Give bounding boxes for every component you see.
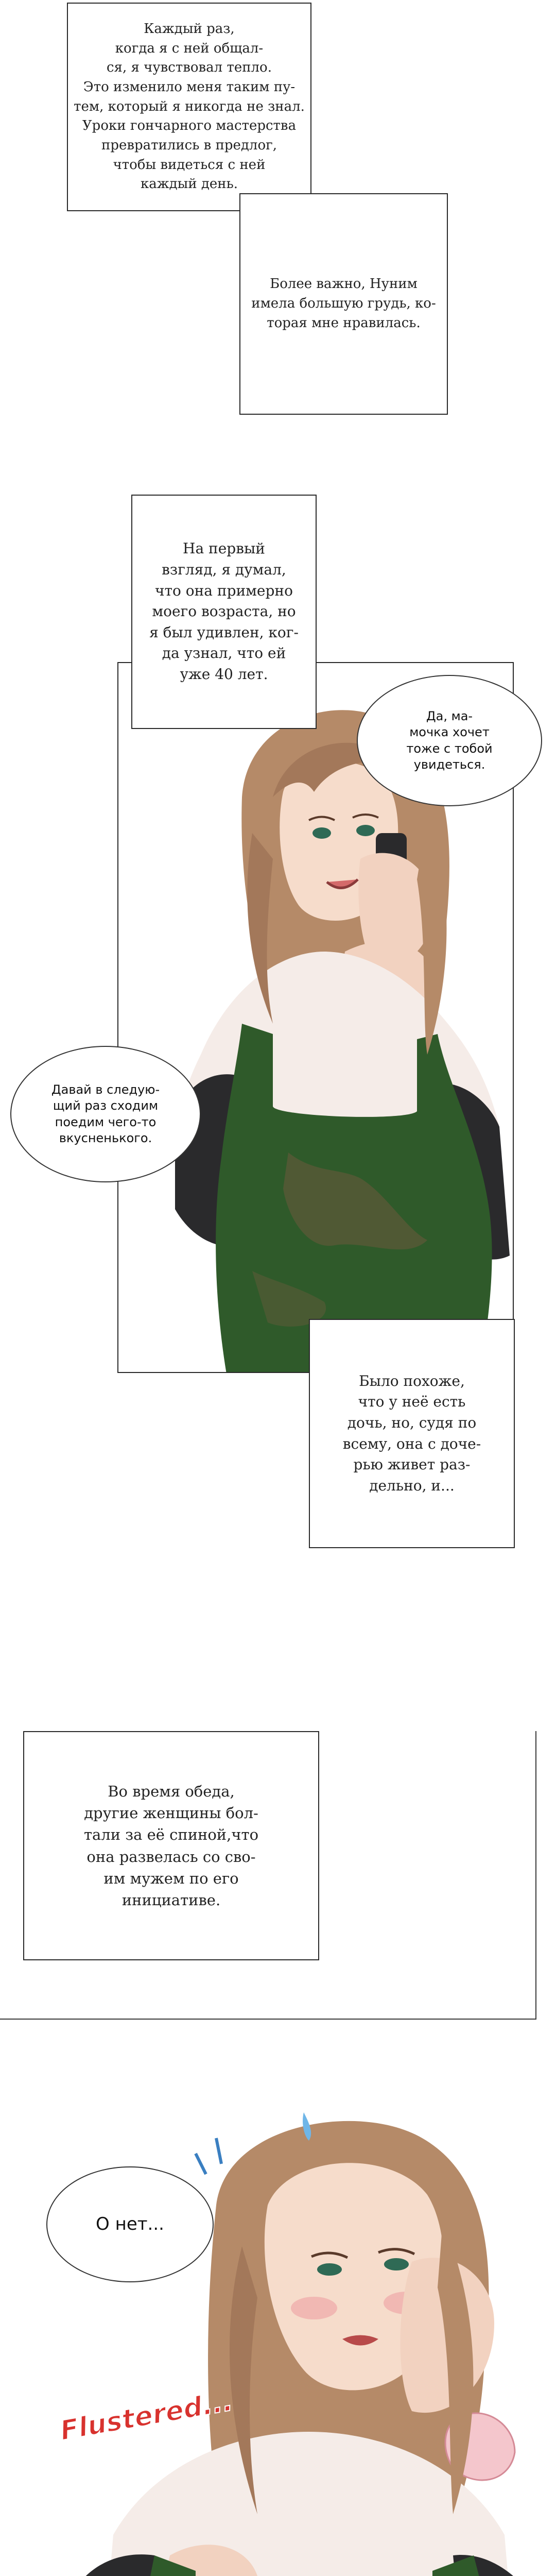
- caption-box-2: [239, 193, 448, 415]
- caption-text-2: Более важно, Нуним имела большую грудь, ко- торая мне нравилась.: [251, 276, 436, 331]
- caption-text-1: Каждый раз, когда я с ней общал- ся, я чувствовал тепло. Это изменило меня таким пу- тем, который я никогда не знал. Уроки гончарного мастерства превратились в предлог, чтобы видеться с ней каждый день.: [74, 21, 305, 192]
- caption-text-5: Во время обеда, другие женщины бол- тали за её спиной,что она развелась со сво- им мужем по его инициативе.: [83, 1783, 259, 1909]
- speech-text-oh-no: О нет...: [96, 2214, 164, 2235]
- speech-text-mom-wants: Да, ма- мочка хочет тоже с тобой увидеться.: [406, 709, 493, 772]
- caption-box-1: [67, 3, 311, 211]
- sfx-flustered-text: Flustered...: [58, 2386, 235, 2447]
- speech-bubble-mom-wants: [357, 675, 542, 806]
- speech-bubble-next-time: [10, 1046, 201, 1182]
- caption-text-4: Было похоже, что у неё есть дочь, но, судя по всему, она с доче- рью живет раз- дельно, и...: [342, 1372, 481, 1494]
- panel-border-horizontal: [0, 2019, 536, 2020]
- panel-border-vertical: [535, 1731, 536, 2020]
- caption-text-3: На первый взгляд, я думал, что она примерно моего возраста, но я был удивлен, ког- да узнал, что ей уже 40 лет.: [149, 540, 299, 683]
- caption-box-4: [309, 1319, 515, 1548]
- caption-box-3: [131, 495, 317, 729]
- speech-bubble-oh-no: [46, 2166, 214, 2282]
- panel-flustered: [0, 2092, 556, 2576]
- flustered-woman-illustration: [0, 2092, 556, 2576]
- caption-box-5: [23, 1731, 319, 1960]
- speech-text-next-time: Давай в следую- щий раз сходим поедим чего-то вкусненького.: [51, 1082, 160, 1145]
